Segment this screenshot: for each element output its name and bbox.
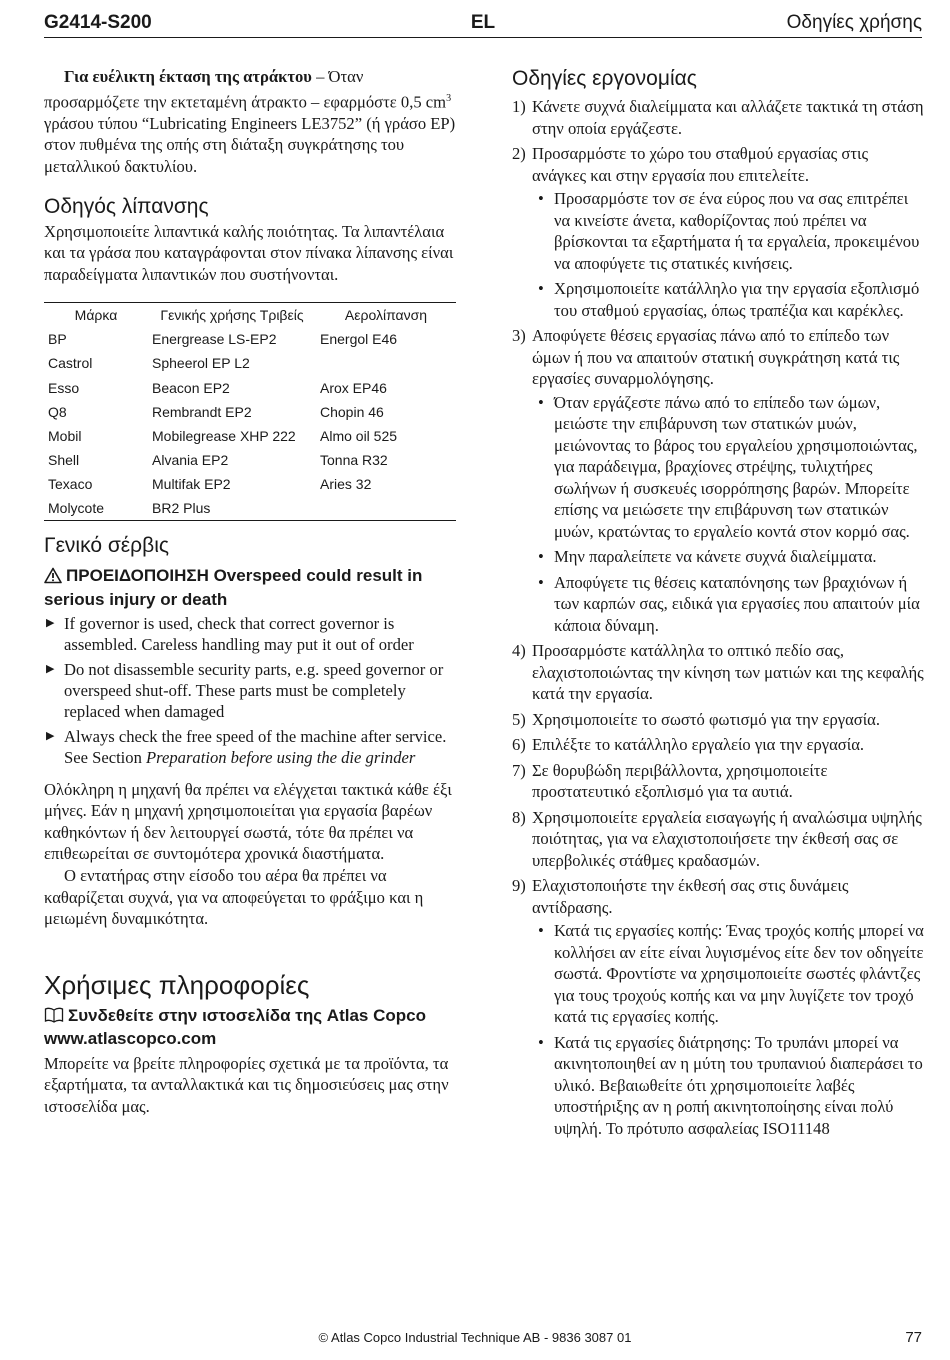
bullet-item <box>532 188 924 274</box>
item-number: 2) <box>512 144 526 163</box>
item-number: 8) <box>512 807 526 827</box>
warning-item-text: Always check the free speed of the machine after service. See Section <box>64 726 447 767</box>
cell-general-use: Beacon EP2 <box>152 379 230 396</box>
superscript: 3 <box>446 92 452 104</box>
cell-air-lubrication: Energol E46 <box>320 331 398 348</box>
item-text: Ελαχιστοποιήστε την έκθεσή σας στις δυνάμεις αντίδρασης. <box>532 876 849 917</box>
item-text: Χρησιμοποιείτε το σωστό φωτισμό για την εργασία. <box>532 709 881 729</box>
bullet-icon: • <box>538 279 544 298</box>
cell-air-lubrication: Tonna R32 <box>320 451 388 468</box>
bullet-text: Όταν εργάζεστε πάνω από το επίπεδο των ώμων, μειώστε την επιβάρυνση των στατικών μυών, μειώνοντας το βάρος του εργαλείου χρησιμοποιώντας, για παράδειγμα, βραχίονες στρέψης, τυλιχτήρες σωλήνων ή συσκευές ισορρόπησης βαρών. Μπορείτε επίσης να μειώσετε την επιβάρυνση των στατικών μυών, κρατώντας το εργαλείο κοντά στον κορμό σας. <box>554 392 918 541</box>
list-item <box>44 726 456 768</box>
right-column <box>512 66 924 1143</box>
website-link-line <box>44 1005 456 1049</box>
item-text: Προσαρμόστε κατάλληλα το οπτικό πεδίο σας, ελαχιστοποιώντας την κίνηση των ματιών και της κεφαλής κατά την εργασία. <box>532 641 924 703</box>
cell-general-use: Energrease LS-EP2 <box>152 331 277 348</box>
cell-air-lubrication: Aries 32 <box>320 475 372 492</box>
cell-general-use: Mobilegrease XHP 222 <box>152 427 296 444</box>
cell-general-use: Alvania EP2 <box>152 451 229 468</box>
bullet-text: Μην παραλείπετε να κάνετε συχνά διαλείμματα. <box>554 547 877 566</box>
sub-list <box>532 920 924 1139</box>
arrow-icon: ▶ <box>46 662 55 675</box>
lubricant-table <box>44 302 456 520</box>
cell-air-lubrication <box>316 351 456 375</box>
table-row <box>44 327 456 351</box>
lubrication-heading: Οδηγός λίπανσης <box>44 194 209 218</box>
spindle-paragraph <box>44 66 456 178</box>
table-row <box>44 496 456 520</box>
bullet-icon: • <box>538 189 544 208</box>
list-item <box>512 325 924 636</box>
section-name: Οδηγίες χρήσης <box>786 12 922 33</box>
warning-item-text: Do not disassemble security parts, e.g. speed governor or overspeed shut-off. These parts must be completely replaced when damaged <box>64 659 444 721</box>
item-number: 1) <box>512 97 526 116</box>
book-icon <box>44 1007 64 1028</box>
item-number: 6) <box>512 735 526 754</box>
list-item <box>44 659 456 722</box>
cell-air-lubrication: Almo oil 525 <box>320 427 398 444</box>
cell-air-lubrication: Arox EP46 <box>320 379 387 396</box>
table-row <box>44 400 456 424</box>
item-text: Σε θορυβώδη περιβάλλοντα, χρησιμοποιείτε προστατευτικό εξοπλισμό για τα αυτιά. <box>532 760 828 801</box>
spindle-text-b: γράσου τύπου “Lubricating Engineers LE3752” (ή γράσο EP) στον πυθμένα της οπής στη διάταξη συγκράτησης του μεταλλικού δακτυλίου. <box>44 113 456 176</box>
item-text: Κάνετε συχνά διαλείμματα και αλλάζετε τακτικά τη στάση στην οποία εργάζεστε. <box>532 97 924 138</box>
cell-general-use: Rembrandt EP2 <box>152 403 252 420</box>
item-text: Προσαρμόστε το χώρο του σταθμού εργασίας στις ανάγκες και στην εργασία που επιτελείτε. <box>532 144 869 185</box>
cell-general-use: BR2 Plus <box>152 499 211 516</box>
lubrication-paragraph: Χρησιμοποιείτε λιπαντικά καλής ποιότητας. Τα λιπαντέλαια και τα γράσα που καταγράφονται στον πίνακα λίπανσης είναι παραδείγματα λιπαντικών που συστήνονται. <box>44 221 454 284</box>
arrow-icon: ▶ <box>46 729 55 742</box>
ergonomics-heading: Οδηγίες εργονομίας <box>512 67 697 90</box>
service-paragraph-1: Ολόκληρη η μηχανή θα πρέπει να ελέγχεται τακτικά κάθε έξι μήνες. Εάν η μηχανή χρησιμοποιείται για εργασία βαρέων καθηκόντων ή δεν λειτουργεί σωστά, τότε θα πρέπει να επιθεωρείται σε συντομότερα χρονικά διαστήματα. <box>44 779 452 864</box>
col-brand: Μάρκα <box>74 307 118 324</box>
col-general-use: Γενικής χρήσης Τριβείς <box>160 307 304 324</box>
bullet-item <box>532 920 924 1028</box>
service-paragraph-2: Ο εντατήρας στην είσοδο του αέρα θα πρέπει να καθαρίζεται συχνά, για να αποφεύγεται το φράξιμο και η μειωμένη δυναμικότητα. <box>44 865 424 929</box>
left-column <box>44 66 456 1117</box>
list-item <box>44 613 456 655</box>
warning-text: ΠΡΟΕΙΔΟΠΟΙΗΣΗ Overspeed could result in serious injury or death <box>44 565 423 609</box>
useful-info-paragraph: Μπορείτε να βρείτε πληροφορίες σχετικά με τα προϊόντα, τα εξαρτήματα, τα ανταλλακτικά και τις δημοσιεύσεις μας στην ιστοσελίδα μας. <box>44 1053 449 1116</box>
list-item <box>512 96 924 139</box>
website-link[interactable]: Συνδεθείτε στην ιστοσελίδα της Atlas Copco www.atlascopco.com <box>44 1005 426 1048</box>
warning-item-text: If governor is used, check that correct governor is assembled. Careless handling may put it out of order <box>64 613 414 654</box>
table-body <box>44 327 456 520</box>
item-number: 7) <box>512 760 526 780</box>
page-number: 77 <box>905 1329 922 1346</box>
page-header <box>44 10 922 38</box>
bullet-text: Αποφύγετε τις θέσεις καταπόνησης των βραχιόνων ή των καρπών σας, ειδικά για εργασίες που απαιτούν μία κάποια δύναμη. <box>554 572 920 635</box>
bullet-icon: • <box>538 921 544 940</box>
bullet-text: Κατά τις εργασίες κοπής: Ένας τροχός κοπής μπορεί να κολλήσει αν είτε είναι λυγισμένος είτε δεν τον οδηγείτε σωστά. Φροντίστε να χρησιμοποιείτε σωστές φλάντζες για τους τροχούς κοπής και να μην λυγίζετε τον τροχό κατά τις εργασίες κοπής. <box>554 921 924 1026</box>
copyright-footer: © Atlas Copco Industrial Technique AB - 9836 3087 01 <box>318 1330 632 1345</box>
bullet-item <box>532 572 924 637</box>
model-number: G2414-S200 <box>44 12 152 33</box>
col-air-lubrication: Αερολίπανση <box>344 307 428 324</box>
item-text: Αποφύγετε θέσεις εργασίας πάνω από το επίπεδο των ώμων ή που να απαιτούν στατική συγκράτηση κατά τις εργασίες συναρμολόγησης. <box>532 326 900 388</box>
table-row <box>44 351 456 375</box>
bullet-item <box>532 278 924 321</box>
item-number: 9) <box>512 876 526 895</box>
cell-brand: Esso <box>48 379 80 396</box>
cell-brand: Q8 <box>48 403 67 420</box>
item-number: 3) <box>512 326 526 345</box>
table-header-row <box>44 303 456 328</box>
item-number: 4) <box>512 641 526 660</box>
useful-info-heading: Χρήσιμες πληροφορίες <box>44 969 310 1000</box>
cell-brand: Shell <box>48 451 80 468</box>
bullet-icon: • <box>538 1032 544 1052</box>
spindle-text-a: – Όταν προσαρμόζετε την εκτεταμένη άτρακτο – εφαρμόστε 0,5 cm <box>44 67 447 112</box>
sub-list <box>532 188 924 321</box>
item-text: Επιλέξτε το κατάλληλο εργαλείο για την εργασία. <box>532 735 865 754</box>
bullet-icon: • <box>538 392 544 412</box>
cell-air-lubrication: Chopin 46 <box>320 403 384 420</box>
list-item <box>512 734 924 756</box>
list-item <box>512 807 924 872</box>
cell-brand: Castrol <box>48 355 93 372</box>
sub-list <box>532 392 924 637</box>
ergonomics-list <box>512 96 924 1139</box>
table-row <box>44 424 456 448</box>
cell-air-lubrication <box>316 496 456 520</box>
cell-general-use: Multifak EP2 <box>152 475 231 492</box>
warning-title <box>44 565 456 610</box>
bullet-item <box>532 1032 924 1140</box>
bullet-icon: • <box>538 547 544 566</box>
arrow-icon: ▶ <box>46 616 55 629</box>
table-row <box>44 448 456 472</box>
bullet-item <box>532 392 924 543</box>
bullet-text: Κατά τις εργασίες διάτρησης: Το τρυπάνι μπορεί να ακινητοποιηθεί αν η μύτη του τρυπανιού διαπεράσει το υλικό. Βεβαιωθείτε ότι χρησιμοποιείτε λαβές υποστήριξης αν η ροπή ακινητοποίησης είναι πολύ υψηλή. Το πρότυπο ασφαλείας ISO11148 <box>554 1032 923 1138</box>
service-heading: Γενικό σέρβις <box>44 533 169 557</box>
spindle-lead: Για ευέλικτη έκταση της ατράκτου <box>64 67 312 86</box>
warning-triangle-icon <box>44 567 62 589</box>
list-item <box>512 875 924 1139</box>
warning-list <box>44 613 456 768</box>
bullet-text: Προσαρμόστε τον σε ένα εύρος που να σας επιτρέπει να κινείστε άνετα, καθορίζοντας πού πρέπει να βρίσκονται τα εξαρτήματα ή τα εργαλεία, προκειμένου να αποφύγετε τις στατικές κινήσεις. <box>554 189 920 273</box>
cell-brand: BP <box>48 331 67 348</box>
cell-brand: Mobil <box>48 427 82 444</box>
list-item <box>512 143 924 321</box>
item-number: 5) <box>512 709 526 729</box>
cell-brand: Molycote <box>48 499 105 516</box>
list-item <box>512 640 924 705</box>
table-row <box>44 472 456 496</box>
table-row <box>44 375 456 399</box>
section-reference: Preparation before using the die grinder <box>146 747 416 767</box>
item-text: Χρησιμοποιείτε εργαλεία εισαγωγής ή αναλώσιμα υψηλής ποιότητας, για να ελαχιστοποιήσετε την έκθεσή σας σε υπερβολικές στάθμες κραδασμών. <box>532 807 922 870</box>
cell-brand: Texaco <box>48 475 93 492</box>
list-item <box>512 709 924 731</box>
bullet-text: Χρησιμοποιείτε κατάλληλο για την εργασία εξοπλισμό του σταθμού εργασίας, όπως τραπέζια και καρέκλες. <box>554 279 920 320</box>
cell-general-use: Spheerol EP L2 <box>152 355 250 372</box>
bullet-item <box>532 546 924 568</box>
language-code: EL <box>470 12 496 33</box>
bullet-icon: • <box>538 572 544 592</box>
list-item <box>512 760 924 803</box>
